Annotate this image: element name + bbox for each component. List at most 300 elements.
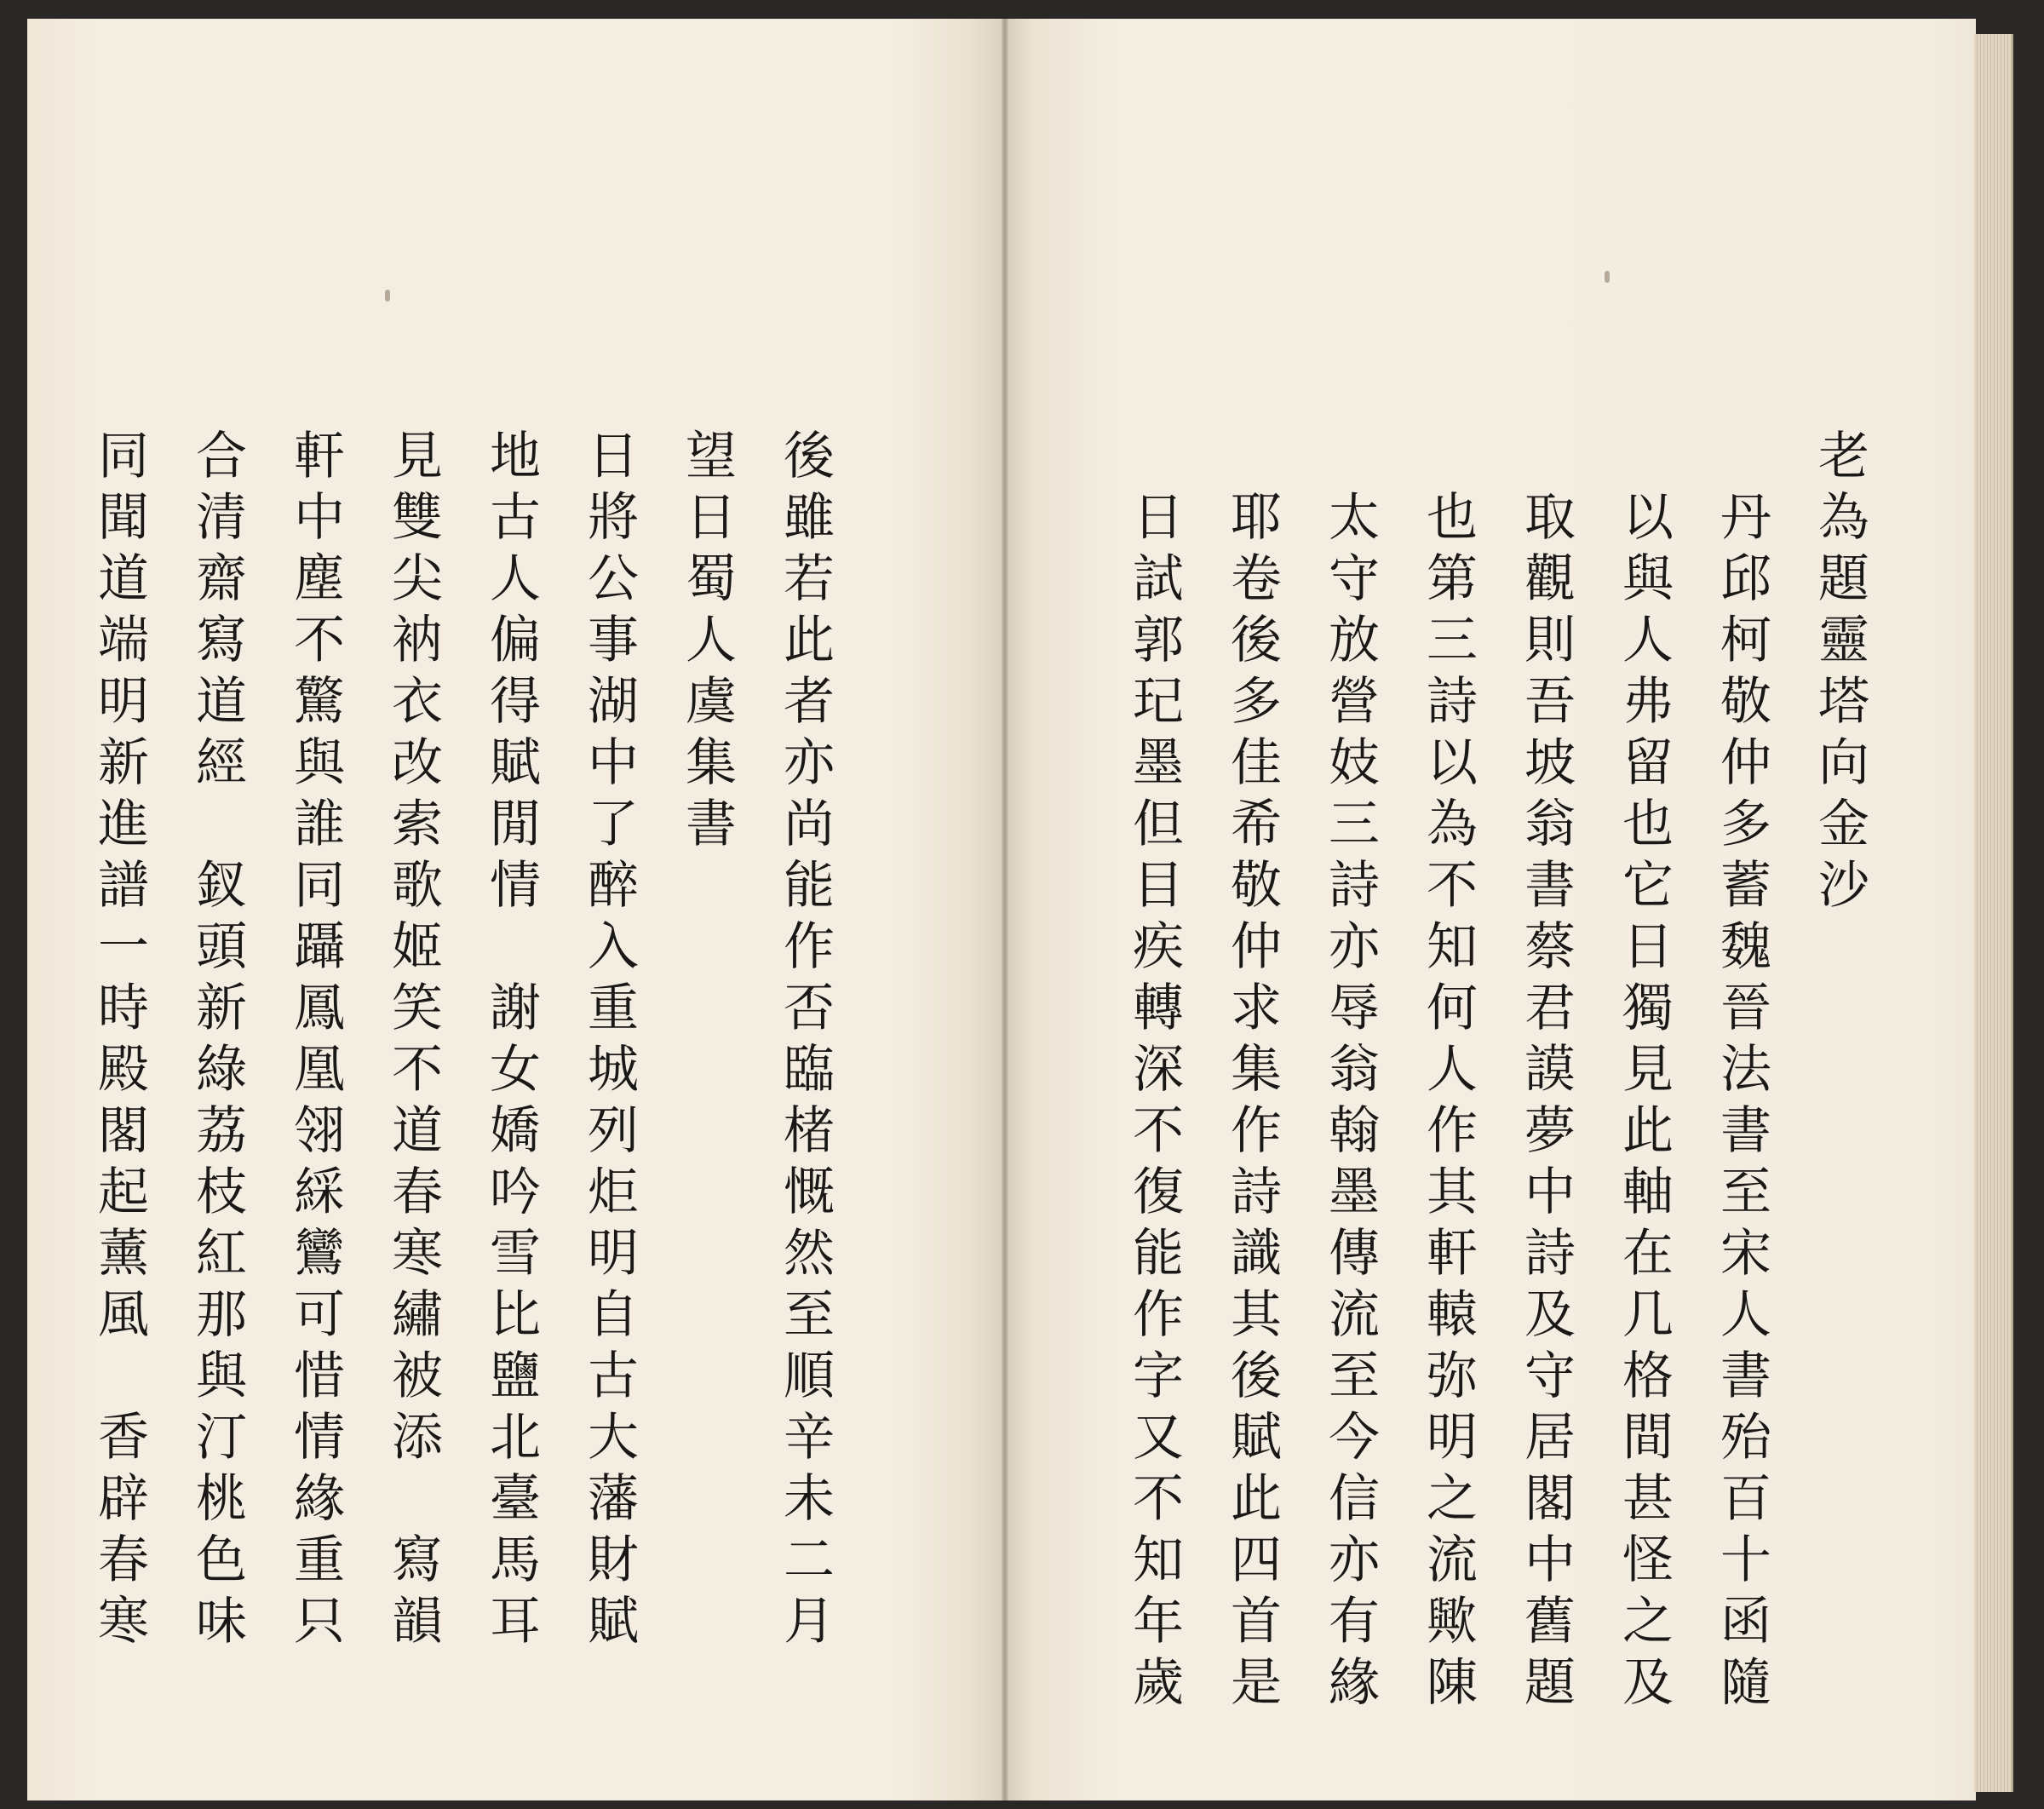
glyph: 目: [1133, 856, 1184, 916]
glyph: 韻: [392, 1592, 443, 1651]
glyph: 了: [588, 795, 639, 854]
glyph: 明: [588, 1224, 639, 1284]
glyph: 及: [1524, 1285, 1576, 1345]
glyph: 集: [1231, 1040, 1282, 1100]
glyph: 荔: [196, 1101, 247, 1161]
glyph: 雖: [784, 488, 835, 548]
glyph: 索: [392, 795, 443, 854]
glyph: 翁: [1524, 795, 1576, 854]
glyph: 邱: [1720, 549, 1771, 609]
glyph: 公: [588, 549, 639, 609]
glyph: 自: [588, 1285, 639, 1345]
glyph: 日: [686, 488, 737, 548]
glyph: 取: [1524, 488, 1576, 548]
glyph: 信: [1329, 1469, 1380, 1529]
text-column: [1222, 487, 1290, 1714]
glyph: 卷: [1231, 549, 1282, 609]
glyph: 笑: [392, 979, 443, 1038]
text-column: [1810, 426, 1878, 916]
glyph: 與: [294, 733, 345, 793]
glyph: 法: [1720, 1040, 1771, 1100]
glyph: 坡: [1524, 733, 1576, 793]
glyph: 色: [196, 1530, 247, 1590]
glyph: 仲: [1720, 733, 1771, 793]
glyph: 能: [784, 856, 835, 916]
glyph: 塵: [294, 549, 345, 609]
glyph: 不: [392, 1040, 443, 1100]
glyph: 未: [784, 1469, 835, 1529]
glyph: 能: [1133, 1224, 1184, 1284]
glyph: 墨: [1329, 1163, 1380, 1222]
glyph: 居: [1524, 1408, 1576, 1467]
glyph: 此: [1231, 1469, 1282, 1529]
glyph: 集: [686, 733, 737, 793]
glyph: 至: [1329, 1347, 1380, 1406]
glyph: 起: [98, 1163, 149, 1222]
glyph: 間: [1622, 1408, 1674, 1467]
glyph: 誰: [294, 795, 345, 854]
glyph: 情: [490, 856, 541, 916]
glyph: 舊: [1524, 1592, 1576, 1651]
text-column: [481, 426, 549, 1652]
glyph: 紅: [196, 1224, 247, 1284]
text-column: [1124, 487, 1192, 1714]
glyph: 夢: [1524, 1101, 1576, 1161]
glyph: 財: [588, 1530, 639, 1590]
glyph: 大: [588, 1408, 639, 1467]
glyph: 在: [1622, 1224, 1674, 1284]
glyph: 營: [1329, 672, 1380, 732]
glyph: 只: [294, 1592, 345, 1651]
glyph: 百: [1720, 1469, 1771, 1529]
glyph: 道: [196, 672, 247, 732]
glyph: 枝: [196, 1163, 247, 1222]
glyph: 望: [686, 427, 737, 486]
glyph: 人: [490, 549, 541, 609]
glyph: 玘: [1133, 672, 1184, 732]
glyph: 知: [1427, 917, 1478, 977]
glyph: 明: [1427, 1408, 1478, 1467]
glyph: 十: [1720, 1530, 1771, 1590]
glyph: 賦: [490, 733, 541, 793]
glyph: 宋: [1720, 1224, 1771, 1284]
glyph: 晉: [1720, 979, 1771, 1038]
glyph: 隨: [1720, 1653, 1771, 1713]
glyph: 流: [1329, 1285, 1380, 1345]
glyph: 獨: [1622, 979, 1674, 1038]
glyph: 清: [196, 488, 247, 548]
glyph: [89, 1346, 158, 1407]
glyph: 香: [98, 1408, 149, 1467]
glyph: 閣: [1524, 1469, 1576, 1529]
glyph: 詩: [1329, 856, 1380, 916]
glyph: 地: [490, 427, 541, 486]
glyph: 亦: [1329, 917, 1380, 977]
glyph: 殿: [98, 1040, 149, 1100]
glyph: 其: [1231, 1285, 1282, 1345]
glyph: 日: [588, 427, 639, 486]
glyph: 復: [1133, 1163, 1184, 1222]
glyph: 亦: [784, 733, 835, 793]
glyph: 試: [1133, 549, 1184, 609]
glyph: 將: [588, 488, 639, 548]
glyph: 重: [294, 1530, 345, 1590]
glyph: 字: [1133, 1347, 1184, 1406]
glyph: 仲: [1231, 917, 1282, 977]
glyph: 姬: [392, 917, 443, 977]
glyph: 作: [1133, 1285, 1184, 1345]
glyph: 明: [98, 672, 149, 732]
glyph: 函: [1720, 1592, 1771, 1651]
glyph: 丹: [1720, 488, 1771, 548]
glyph: 為: [1427, 795, 1478, 854]
glyph: 緣: [1329, 1653, 1380, 1713]
glyph: 有: [1329, 1592, 1380, 1651]
glyph: 入: [588, 917, 639, 977]
glyph: 綠: [196, 1040, 247, 1100]
glyph: 以: [1622, 488, 1674, 548]
text-column: [383, 426, 451, 1652]
glyph: 道: [392, 1101, 443, 1161]
glyph: 添: [392, 1408, 443, 1467]
glyph: 三: [1427, 611, 1478, 670]
glyph: 何: [1427, 979, 1478, 1038]
glyph: 那: [196, 1285, 247, 1345]
glyph: 賦: [588, 1592, 639, 1651]
glyph: 吾: [1524, 672, 1576, 732]
glyph: 緣: [294, 1469, 345, 1529]
glyph: 殆: [1720, 1408, 1771, 1467]
glyph: 經: [196, 733, 247, 793]
glyph: 吟: [490, 1163, 541, 1222]
glyph: 之: [1427, 1469, 1478, 1529]
glyph: 情: [294, 1408, 345, 1467]
text-column: [1320, 487, 1388, 1714]
glyph: 聞: [98, 488, 149, 548]
glyph: 它: [1622, 856, 1674, 916]
glyph: 敬: [1720, 672, 1771, 732]
glyph: 中: [294, 488, 345, 548]
glyph: 疾: [1133, 917, 1184, 977]
glyph: 春: [98, 1530, 149, 1590]
glyph: 得: [490, 672, 541, 732]
glyph: 衣: [392, 672, 443, 732]
text-column: [1418, 487, 1486, 1714]
paper-blemish: [1605, 271, 1610, 283]
glyph: 慨: [784, 1163, 835, 1222]
glyph: 端: [98, 611, 149, 670]
glyph: 不: [294, 611, 345, 670]
glyph: 怪: [1622, 1530, 1674, 1590]
glyph: 鸞: [294, 1224, 345, 1284]
glyph: 今: [1329, 1408, 1380, 1467]
text-column: [1614, 487, 1682, 1714]
glyph: 敬: [1231, 856, 1282, 916]
glyph: [481, 916, 549, 978]
glyph: 作: [1231, 1101, 1282, 1161]
glyph: 及: [1622, 1653, 1674, 1713]
glyph: 轅: [1427, 1285, 1478, 1345]
glyph: 人: [686, 611, 737, 670]
glyph: 賦: [1231, 1408, 1282, 1467]
glyph: 列: [588, 1101, 639, 1161]
glyph: 風: [98, 1285, 149, 1345]
glyph: 者: [784, 672, 835, 732]
glyph: 春: [392, 1163, 443, 1222]
glyph: 可: [294, 1285, 345, 1345]
glyph: 耶: [1231, 488, 1282, 548]
glyph: 此: [1622, 1101, 1674, 1161]
glyph: 甚: [1622, 1469, 1674, 1529]
book-gutter: [1002, 19, 1008, 1800]
glyph: 道: [98, 549, 149, 609]
glyph: 辛: [784, 1408, 835, 1467]
glyph: 一: [98, 917, 149, 977]
glyph: 古: [588, 1347, 639, 1406]
glyph: 與: [196, 1347, 247, 1406]
glyph: 後: [1231, 611, 1282, 670]
glyph: 詩: [1427, 672, 1478, 732]
glyph: 作: [1427, 1101, 1478, 1161]
glyph: 不: [1133, 1469, 1184, 1529]
glyph: 希: [1231, 795, 1282, 854]
glyph: 又: [1133, 1408, 1184, 1467]
glyph: 惜: [294, 1347, 345, 1406]
glyph: 譜: [98, 856, 149, 916]
glyph: 陳: [1427, 1653, 1478, 1713]
glyph: 放: [1329, 611, 1380, 670]
glyph: 古: [490, 488, 541, 548]
glyph: 中: [1524, 1530, 1576, 1590]
glyph: 詩: [1231, 1163, 1282, 1222]
glyph: 同: [98, 427, 149, 486]
glyph: 見: [1622, 1040, 1674, 1100]
glyph: 歌: [392, 856, 443, 916]
glyph: 格: [1622, 1347, 1674, 1406]
glyph: 至: [1720, 1163, 1771, 1222]
glyph: 閣: [98, 1101, 149, 1161]
glyph: 蓄: [1720, 856, 1771, 916]
text-column: [1516, 487, 1584, 1714]
glyph: 几: [1622, 1285, 1674, 1345]
glyph: 尚: [784, 795, 835, 854]
glyph: 向: [1818, 733, 1869, 793]
glyph: 與: [1622, 549, 1674, 609]
glyph: 二: [784, 1530, 835, 1590]
glyph: [383, 1468, 451, 1530]
glyph: 寒: [392, 1224, 443, 1284]
glyph: 人: [1720, 1285, 1771, 1345]
text-column: [579, 426, 647, 1652]
glyph: 醉: [588, 856, 639, 916]
glyph: 歲: [1133, 1653, 1184, 1713]
glyph: 識: [1231, 1224, 1282, 1284]
glyph: 後: [1231, 1347, 1282, 1406]
glyph: 靈: [1818, 611, 1869, 670]
glyph: 虞: [686, 672, 737, 732]
glyph: 閒: [490, 795, 541, 854]
glyph: 也: [1622, 795, 1674, 854]
glyph: 被: [392, 1347, 443, 1406]
glyph: 柯: [1720, 611, 1771, 670]
glyph: 留: [1622, 733, 1674, 793]
glyph: 歟: [1427, 1592, 1478, 1651]
glyph: 城: [588, 1040, 639, 1100]
page-edges: [1974, 34, 2013, 1792]
glyph: 綵: [294, 1163, 345, 1222]
glyph: 書: [686, 795, 737, 854]
paper-blemish: [385, 290, 390, 302]
glyph: 馬: [490, 1530, 541, 1590]
glyph: 雙: [392, 488, 443, 548]
glyph: 事: [588, 611, 639, 670]
glyph: 書: [1720, 1101, 1771, 1161]
text-column: [187, 426, 256, 1652]
glyph: 沙: [1818, 856, 1869, 916]
glyph: 鹽: [490, 1347, 541, 1406]
glyph: 弗: [1622, 672, 1674, 732]
glyph: 墨: [1133, 733, 1184, 793]
glyph: 中: [1524, 1163, 1576, 1222]
glyph: 躡: [294, 917, 345, 977]
glyph: 翰: [1329, 1101, 1380, 1161]
glyph: 亦: [1329, 1530, 1380, 1590]
glyph: 改: [392, 733, 443, 793]
glyph: 以: [1427, 733, 1478, 793]
glyph: 藩: [588, 1469, 639, 1529]
glyph: 凰: [294, 1040, 345, 1100]
glyph: [187, 794, 256, 855]
glyph: 翁: [1329, 1040, 1380, 1100]
glyph: 年: [1133, 1592, 1184, 1651]
glyph: 四: [1231, 1530, 1282, 1590]
glyph: 第: [1427, 549, 1478, 609]
glyph: 也: [1427, 488, 1478, 548]
glyph: 軸: [1622, 1163, 1674, 1222]
glyph: 新: [196, 979, 247, 1038]
glyph: 進: [98, 795, 149, 854]
glyph: 佳: [1231, 733, 1282, 793]
glyph: 同: [294, 856, 345, 916]
glyph: 弥: [1427, 1347, 1478, 1406]
glyph: 齋: [196, 549, 247, 609]
glyph: 寫: [196, 611, 247, 670]
glyph: 太: [1329, 488, 1380, 548]
glyph: 守: [1329, 549, 1380, 609]
glyph: 寫: [392, 1530, 443, 1590]
glyph: 翎: [294, 1101, 345, 1161]
glyph: 多: [1720, 795, 1771, 854]
glyph: 蜀: [686, 549, 737, 609]
glyph: 至: [784, 1285, 835, 1345]
glyph: 流: [1427, 1530, 1478, 1590]
glyph: 轉: [1133, 979, 1184, 1038]
glyph: 但: [1133, 795, 1184, 854]
glyph: 謝: [490, 979, 541, 1038]
glyph: 不: [1427, 856, 1478, 916]
glyph: 汀: [196, 1408, 247, 1467]
glyph: 味: [196, 1592, 247, 1651]
glyph: 君: [1524, 979, 1576, 1038]
glyph: 金: [1818, 795, 1869, 854]
glyph: 中: [588, 733, 639, 793]
glyph: 求: [1231, 979, 1282, 1038]
glyph: 人: [1427, 1040, 1478, 1100]
glyph: 日: [1622, 917, 1674, 977]
glyph: 題: [1818, 549, 1869, 609]
glyph: 楮: [784, 1101, 835, 1161]
glyph: 知: [1133, 1530, 1184, 1590]
glyph: 則: [1524, 611, 1576, 670]
glyph: 雪: [490, 1224, 541, 1284]
glyph: 為: [1818, 488, 1869, 548]
glyph: 詩: [1524, 1224, 1576, 1284]
glyph: 鳳: [294, 979, 345, 1038]
glyph: 辱: [1329, 979, 1380, 1038]
glyph: 女: [490, 1040, 541, 1100]
glyph: 月: [784, 1592, 835, 1651]
glyph: 軒: [294, 427, 345, 486]
glyph: 三: [1329, 795, 1380, 854]
glyph: 觀: [1524, 549, 1576, 609]
glyph: 守: [1524, 1347, 1576, 1406]
glyph: 炬: [588, 1163, 639, 1222]
glyph: 臺: [490, 1469, 541, 1529]
glyph: 人: [1622, 611, 1674, 670]
glyph: 後: [784, 427, 835, 486]
glyph: 北: [490, 1408, 541, 1467]
glyph: 然: [784, 1224, 835, 1284]
glyph: 不: [1133, 1101, 1184, 1161]
glyph: 偏: [490, 611, 541, 670]
glyph: 是: [1231, 1653, 1282, 1713]
glyph: 塔: [1818, 672, 1869, 732]
glyph: 書: [1720, 1347, 1771, 1406]
glyph: 衲: [392, 611, 443, 670]
glyph: 郭: [1133, 611, 1184, 670]
glyph: 若: [784, 549, 835, 609]
glyph: 釵: [196, 856, 247, 916]
glyph: 否: [784, 979, 835, 1038]
glyph: 深: [1133, 1040, 1184, 1100]
glyph: 驚: [294, 672, 345, 732]
glyph: 之: [1622, 1592, 1674, 1651]
glyph: 多: [1231, 672, 1282, 732]
glyph: 魏: [1720, 917, 1771, 977]
glyph: 謨: [1524, 1040, 1576, 1100]
glyph: 見: [392, 427, 443, 486]
glyph: 頭: [196, 917, 247, 977]
glyph: 嬌: [490, 1101, 541, 1161]
glyph: 耳: [490, 1592, 541, 1651]
glyph: 日: [1133, 488, 1184, 548]
glyph: 重: [588, 979, 639, 1038]
glyph: 其: [1427, 1163, 1478, 1222]
glyph: 合: [196, 427, 247, 486]
glyph: 此: [784, 611, 835, 670]
glyph: 比: [490, 1285, 541, 1345]
glyph: 繡: [392, 1285, 443, 1345]
glyph: 軒: [1427, 1224, 1478, 1284]
glyph: 傳: [1329, 1224, 1380, 1284]
text-column: [1712, 487, 1780, 1714]
glyph: 寒: [98, 1592, 149, 1651]
glyph: 桃: [196, 1469, 247, 1529]
glyph: 尖: [392, 549, 443, 609]
glyph: 湖: [588, 672, 639, 732]
glyph: 臨: [784, 1040, 835, 1100]
glyph: 老: [1818, 427, 1869, 486]
